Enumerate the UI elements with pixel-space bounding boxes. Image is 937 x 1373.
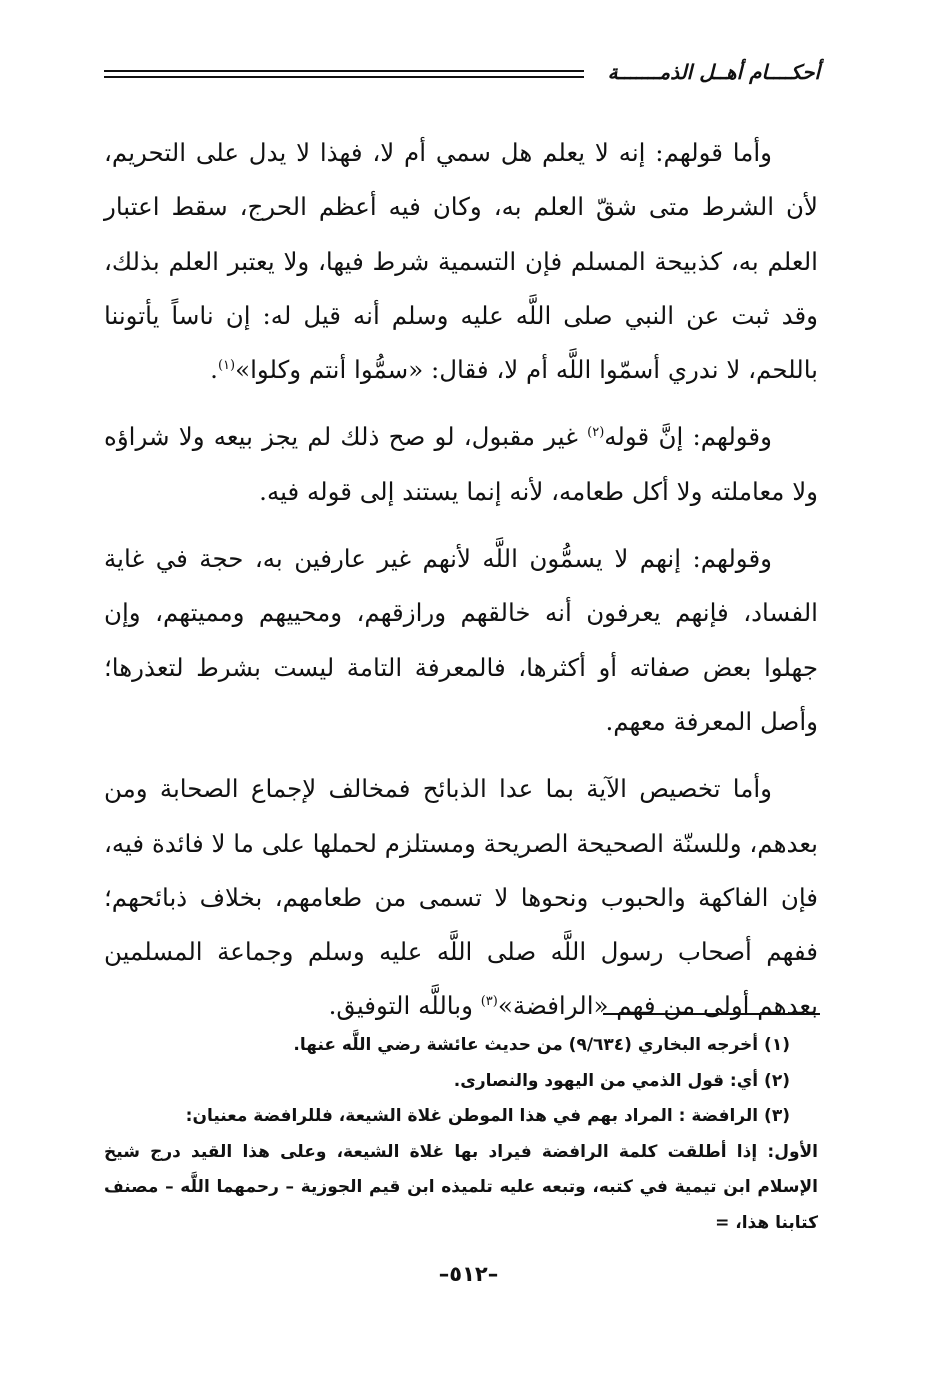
footnote-3-continuation: الأول: إذا أطلقت كلمة الرافضة فيراد بها غلاة الشيعة، وعلى هذا القيد درج شيخ الإسلام ابن تيمية في كتبه، وتبعه عليه تلميذه ابن قيم الجوزية – رحمهما اللَّه – مصنف كتابنا هذا، =	[104, 1141, 818, 1233]
footnotes	[104, 1028, 818, 1241]
footnote-ref-1: (١)	[217, 358, 236, 374]
footnote-2: (٢) أي: قول الذمي من اليهود والنصارى.	[453, 1070, 790, 1091]
footnote-ref-2: (٢)	[587, 425, 605, 441]
footnote-3: (٣) الرافضة : المراد بهم في هذا الموطن غلاة الشيعة، فللرافضة معنيان:	[185, 1106, 790, 1126]
paragraph-4: وأما تخصيص الآية بما عدا الذبائح فمخالف لإجماع الصحابة ومن بعدهم، وللسنّة الصحيحة الصريحة ومستلزم لحملها على ما لا فائدة فيه، فإن الفاكهة والحبوب ونحوها لا تسمى من طعامهم، بخلاف ذبائحهم؛ ففهم أصحاب رسول اللَّه صلى اللَّه عليه وسلم وجماعة المسلمين بعدهم أولى من فهم «الرافضة»$^{(٣)}$ وباللَّه التوفيق.	[104, 774, 818, 1021]
paragraph-3: وقولهم: إنهم لا يسمُّون اللَّه لأنهم غير عارفين به، حجة في غاية الفساد، فإنهم يعرفون أنه خالقهم ورازقهم، ومحييهم ومميتهم، وإن جهلوا بعض صفاته أو أكثرها، فالمعرفة التامة ليست بشرط لتعذرها؛ وأصل المعرفة معهم.	[104, 544, 818, 736]
page-number: –٥١٢–	[438, 1262, 499, 1286]
footnote-separator	[603, 1013, 820, 1015]
running-header	[104, 58, 820, 94]
book-title: أحكــــام أهــل الذمـــــــة	[607, 60, 820, 84]
main-text	[104, 126, 818, 1034]
paragraph-2: وقولهم: إنَّ قوله$^{(٢)}$ غير مقبول، لو صح ذلك لم يجز بيعه ولا شراؤه ولا معاملته ولا أكل طعامه، لأنه إنما يستند إلى قوله فيه.	[104, 422, 818, 506]
header-double-rule	[104, 70, 584, 78]
footnote-1: (١) أخرجه البخاري (٩/٦٣٤) من حديث عائشة رضي اللَّه عنها.	[293, 1035, 790, 1055]
paragraph-1: وأما قولهم: إنه لا يعلم هل سمي أم لا، فهذا لا يدل على التحريم، لأن الشرط متى شقّ العلم به، وكان فيه أعظم الحرج، سقط اعتبار العلم به، كذبيحة المسلم فإن التسمية شرط فيها، ولا يعتبر العلم بذلك، وقد ثبت عن النبي صلى اللَّه عليه وسلم أنه قيل له: إن ناساً يأتوننا باللحم، لا ندري أسمّوا اللَّه أم لا، فقال: «سمُّوا أنتم وكلوا»$^{(١)}$.	[104, 138, 818, 385]
footnote-ref-3: (٣)	[480, 994, 498, 1010]
